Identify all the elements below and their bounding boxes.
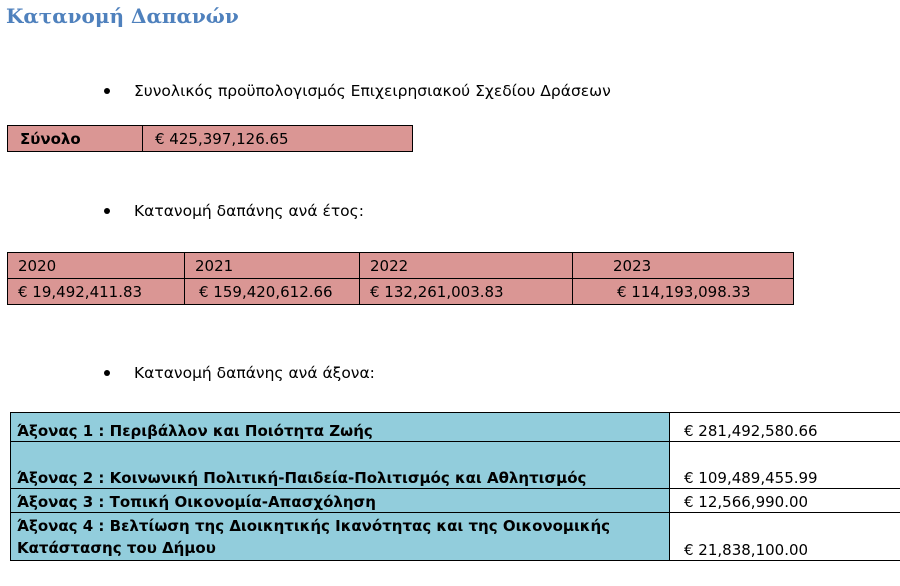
- bullet-text: Κατανομή δαπάνης ανά έτος:: [134, 202, 364, 220]
- yearly-table: [7, 252, 794, 305]
- bullet-text: Συνολικός προϋπολογισμός Επιχειρησιακού Σχεδίου Δράσεων: [134, 82, 611, 100]
- bullet-per-year: [104, 202, 364, 220]
- bullet-dot-icon: [104, 88, 110, 94]
- total-value: € 425,397,126.65: [143, 126, 413, 152]
- year-header: 2022: [360, 253, 573, 279]
- table-header-row: [8, 253, 794, 279]
- axis-table: [10, 412, 900, 561]
- year-header: 2021: [185, 253, 360, 279]
- axis-label: Άξονας 2 : Κοινωνική Πολιτική-Παιδεία-Πολιτισμός και Αθλητισμός: [11, 442, 670, 489]
- table-row: [8, 279, 794, 305]
- total-label: Σύνολο: [8, 126, 143, 152]
- table-row: [11, 513, 900, 561]
- axis-label-line: Κατάστασης του Δήμου: [17, 539, 216, 557]
- axis-label: Άξονας 1 : Περιβάλλον και Ποιότητα Ζωής: [11, 413, 670, 442]
- year-header: 2023: [573, 253, 794, 279]
- table-row: [11, 489, 900, 513]
- axis-amount: € 281,492,580.66: [670, 413, 900, 442]
- axis-label: Άξονας 3 : Τοπική Οικονομία-Απασχόληση: [11, 489, 670, 513]
- bullet-text: Κατανομή δαπάνης ανά άξονα:: [134, 364, 375, 382]
- axis-label: [11, 513, 670, 561]
- bullet-dot-icon: [104, 208, 110, 214]
- total-table: [7, 125, 413, 152]
- year-header: 2020: [8, 253, 185, 279]
- table-row: [11, 413, 900, 442]
- year-amount: € 159,420,612.66: [185, 279, 360, 305]
- bullet-dot-icon: [104, 370, 110, 376]
- page-title: Κατανομή Δαπανών: [6, 4, 239, 28]
- table-row: [11, 442, 900, 489]
- year-amount: € 114,193,098.33: [573, 279, 794, 305]
- axis-amount: € 12,566,990.00: [670, 489, 900, 513]
- bullet-per-axis: [104, 364, 375, 382]
- year-amount: € 19,492,411.83: [8, 279, 185, 305]
- year-amount: € 132,261,003.83: [360, 279, 573, 305]
- bullet-total-budget: [104, 82, 611, 100]
- table-row: [8, 126, 413, 152]
- axis-amount: € 21,838,100.00: [670, 513, 900, 561]
- axis-amount: € 109,489,455.99: [670, 442, 900, 489]
- axis-label-line: Άξονας 4 : Βελτίωση της Διοικητικής Ικανότητας και της Οικονομικής: [17, 517, 611, 535]
